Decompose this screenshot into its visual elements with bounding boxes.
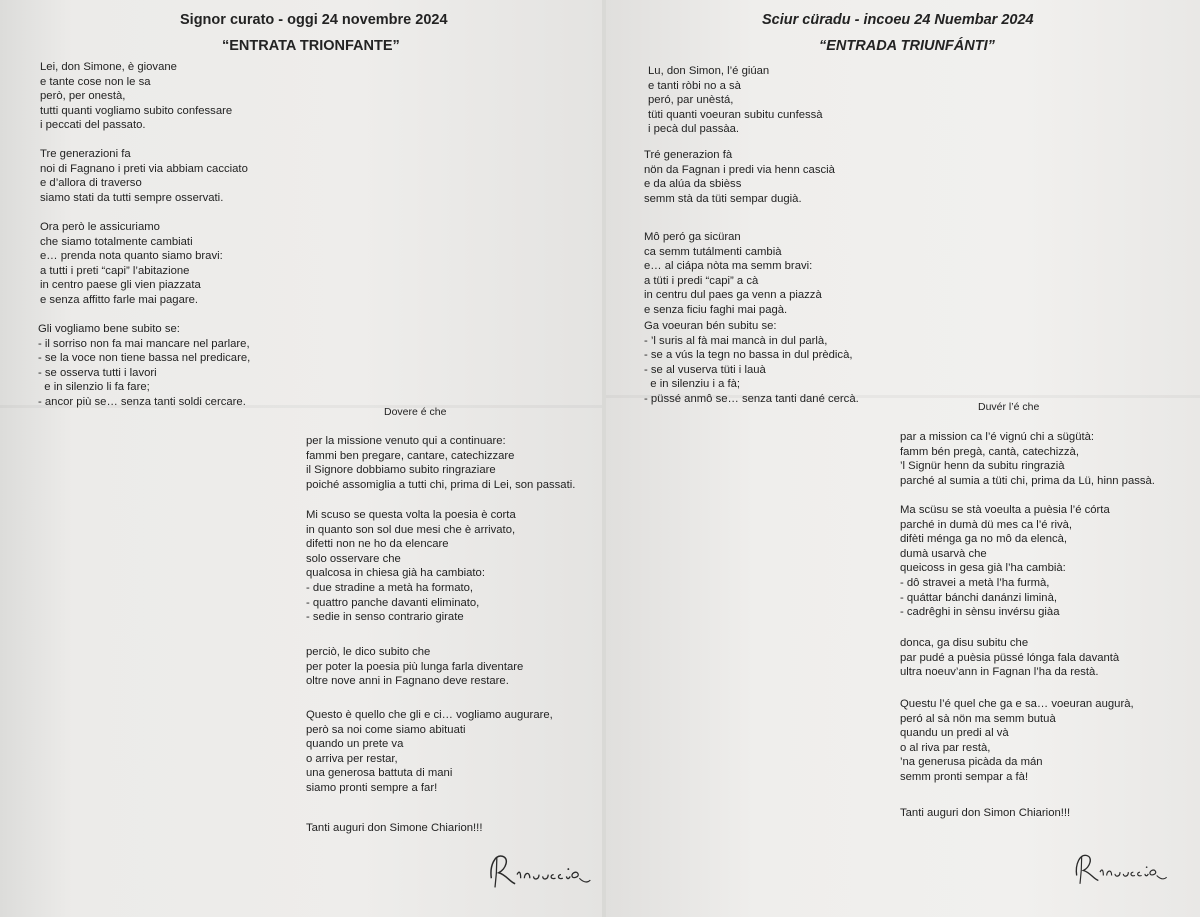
poem-line: dumà usarvà che bbox=[900, 547, 987, 560]
poem-line: e… prenda nota quanto siamo bravi: bbox=[40, 250, 223, 263]
poem-line: - cadrêghi in sènsu invérsu giàa bbox=[900, 606, 1060, 619]
poem-line: - se la voce non tiene bassa nel predicare, bbox=[38, 352, 251, 365]
poem-line: fammi ben pregare, cantare, catechizzare bbox=[306, 449, 515, 462]
poem-line: - due stradine a metà ha formato, bbox=[306, 581, 474, 594]
poem-line: semm stà da tüti sempar dugià. bbox=[644, 192, 802, 205]
poem-line: donca, ga disu subitu che bbox=[900, 637, 1029, 649]
poem-line: tüti quanti voeuran subitu cunfessà bbox=[648, 108, 823, 121]
handwritten-signature bbox=[484, 845, 594, 895]
poem-line: semm pronti sempar a fà! bbox=[900, 770, 1029, 783]
poem-line: - püssé anmô se… senza tanti dané cercà. bbox=[644, 392, 859, 405]
poem-line: però sa noi come siamo abituati bbox=[306, 723, 466, 736]
poem-line: poiché assomiglia a tutti chi, prima di Lei, son passati. bbox=[306, 478, 576, 491]
poem-line: ultra noeuv’ann in Fagnan l’ha da restà. bbox=[900, 666, 1099, 679]
poem-line: Mô peró ga sicüran bbox=[644, 231, 741, 243]
poem-line: solo osservare che bbox=[306, 552, 401, 565]
poem-line: - se al vuserva tüti i lauà bbox=[644, 363, 766, 376]
poem-line: Ga voeuran bén subitu se: bbox=[644, 320, 777, 332]
poem-line: noi di Fagnano i preti via abbiam cacciato bbox=[40, 162, 248, 175]
poem-line: e da alúa da sbièss bbox=[644, 178, 742, 191]
poem-line: Lei, don Simone, è giovane bbox=[40, 61, 177, 73]
stanza-4 bbox=[644, 319, 859, 407]
poem-line: Tré generazion fà bbox=[644, 149, 733, 161]
poem-line: in quanto son sol due mesi che è arrivato, bbox=[306, 523, 516, 536]
poem-line: o arriva per restar, bbox=[306, 752, 398, 765]
stanza-3 bbox=[40, 220, 223, 308]
poem-line: e senza affitto farle mai pagare. bbox=[40, 293, 199, 306]
stanza-b1 bbox=[306, 434, 575, 492]
section-label: Dovere é che bbox=[384, 406, 447, 418]
page-title: Signor curato - oggi 24 novembre 2024 bbox=[180, 12, 448, 28]
poem-title: “ENTRATA TRIONFANTE” bbox=[222, 38, 400, 54]
poem-line: par pudé a puèsia püssé lónga fala davantà bbox=[900, 651, 1120, 664]
poem-line: difèti ménga ga no mô da elencà, bbox=[900, 533, 1068, 546]
poem-line: - dô stravei a metà l’ha furmà, bbox=[900, 576, 1050, 589]
poem-line: a tutti i preti “capi” l’abitazione bbox=[40, 264, 190, 277]
stanza-b3 bbox=[306, 645, 523, 689]
poem-line: e tante cose non le sa bbox=[40, 75, 151, 88]
poem-line: - ancor più se… senza tanti soldi cercare. bbox=[38, 395, 246, 408]
poem-line: che siamo totalmente cambiati bbox=[40, 235, 193, 248]
poem-line: Tanti auguri don Simon Chiarion!!! bbox=[900, 807, 1071, 819]
poem-line: - se a vús la tegn no bassa in dul prèdicà, bbox=[644, 349, 853, 362]
stanza-b4 bbox=[900, 697, 1134, 785]
page-title: Sciur cüradu - incoeu 24 Nuembar 2024 bbox=[762, 12, 1034, 28]
stanza-b2 bbox=[900, 503, 1110, 620]
poem-line: Mi scuso se questa volta la poesia è corta bbox=[306, 509, 516, 521]
poem-line: e in silenzio li fa fare; bbox=[38, 381, 150, 394]
poem-line: - quáttar bánchi danánzi liminà, bbox=[900, 591, 1057, 604]
poem-line: i peccati del passato. bbox=[40, 119, 146, 132]
poem-line: Lu, don Simon, l’é giúan bbox=[648, 65, 770, 77]
poem-line: e… al ciápa nòta ma semm bravi: bbox=[644, 260, 813, 273]
poem-line: e tanti ròbi no a sà bbox=[648, 79, 741, 92]
poem-line: in centro paese gli vien piazzata bbox=[40, 279, 201, 292]
poem-line: tutti quanti vogliamo subito confessare bbox=[40, 104, 233, 117]
stanza-1 bbox=[40, 60, 232, 133]
poem-line: Tre generazioni fa bbox=[40, 148, 131, 160]
poem-line: qualcosa in chiesa già ha cambiato: bbox=[306, 567, 485, 580]
poem-line: a tüti i predi “capi” a cà bbox=[644, 274, 759, 287]
poem-line: famm bén pregà, cantà, catechizzà, bbox=[900, 445, 1079, 458]
stanza-3 bbox=[644, 230, 822, 318]
poem-line: quandu un predi al và bbox=[900, 727, 1009, 740]
poem-line: par a mission ca l’é vignú chi a sügütà: bbox=[900, 431, 1095, 443]
poem-line: siamo stati da tutti sempre osservati. bbox=[40, 191, 224, 204]
poem-line: nön da Fagnan i predi via henn cascià bbox=[644, 163, 835, 176]
right-page bbox=[606, 0, 1200, 917]
poem-line: per la missione venuto qui a continuare: bbox=[306, 435, 506, 447]
poem-line: perciò, le dico subito che bbox=[306, 646, 431, 658]
poem-line: difetti non ne ho da elencare bbox=[306, 538, 449, 551]
poem-line: per poter la poesia più lunga farla diventare bbox=[306, 660, 524, 673]
section-label: Duvér l’é che bbox=[978, 401, 1040, 413]
poem-line: parché al sumia a tüti chi, prima da Lü, hinn passà. bbox=[900, 474, 1155, 487]
poem-line: oltre nove anni in Fagnano deve restare. bbox=[306, 675, 509, 688]
poem-line: però, per onestà, bbox=[40, 90, 126, 103]
poem-line: - se osserva tutti i lavori bbox=[38, 366, 157, 379]
poem-line: Tanti auguri don Simone Chiarion!!! bbox=[306, 822, 483, 834]
stanza-1 bbox=[648, 64, 823, 137]
poem-line: e in silenziu i a fà; bbox=[644, 378, 741, 391]
stanza-b4 bbox=[306, 708, 553, 796]
poem-line: quando un prete va bbox=[306, 738, 404, 751]
stanza-b5 bbox=[900, 806, 1070, 821]
poem-title: “ENTRADA TRIUNFÁNTI” bbox=[819, 38, 995, 54]
poem-line: Gli vogliamo bene subito se: bbox=[38, 323, 180, 335]
stanza-2 bbox=[644, 148, 835, 206]
poem-line: ca semm tutálmenti cambià bbox=[644, 245, 782, 258]
poem-line: - il sorriso non fa mai mancare nel parlare, bbox=[38, 337, 250, 350]
handwritten-signature bbox=[1070, 845, 1170, 891]
stanza-b2 bbox=[306, 508, 516, 625]
poem-line: Ora però le assicuriamo bbox=[40, 221, 160, 233]
poem-line: e senza ficiu faghi mai pagà. bbox=[644, 303, 788, 316]
poem-line: il Signore dobbiamo subito ringraziare bbox=[306, 464, 496, 477]
poem-line: queicoss in gesa già l’ha cambià: bbox=[900, 562, 1066, 575]
poem-line: Questu l’é quel che ga e sa… voeuran augurà, bbox=[900, 698, 1134, 710]
stanza-b5 bbox=[306, 821, 482, 836]
poem-line: e d’allora di traverso bbox=[40, 177, 142, 190]
poem-line: una generosa battuta di mani bbox=[306, 767, 453, 780]
poem-line: i pecà dul passàa. bbox=[648, 123, 740, 136]
stanza-4 bbox=[38, 322, 250, 410]
stanza-2 bbox=[40, 147, 248, 205]
poem-line: ’na generusa picàda da mán bbox=[900, 756, 1043, 769]
poem-line: siamo pronti sempre a far! bbox=[306, 781, 438, 794]
poem-line: Questo è quello che gli e ci… vogliamo augurare, bbox=[306, 709, 553, 721]
poem-line: - quattro panche davanti eliminato, bbox=[306, 596, 480, 609]
poem-line: ’l Signür henn da subitu ringrazià bbox=[900, 460, 1065, 473]
poem-line: parché in dumà dü mes ca l’é rivà, bbox=[900, 518, 1073, 531]
poem-line: in centru dul paes ga venn a piazzà bbox=[644, 289, 822, 302]
stanza-b3 bbox=[900, 636, 1119, 680]
poem-line: o al riva par restà, bbox=[900, 741, 991, 754]
poem-line: - ’l suris al fà mai mancà in dul parlà, bbox=[644, 334, 828, 347]
poem-line: peró al sà nön ma semm butuà bbox=[900, 712, 1056, 725]
poem-line: peró, par unèstá, bbox=[648, 94, 734, 107]
poem-line: Ma scüsu se stà voeulta a puèsia l’é córta bbox=[900, 504, 1110, 516]
poem-line: - sedie in senso contrario girate bbox=[306, 611, 464, 624]
stanza-b1 bbox=[900, 430, 1155, 488]
